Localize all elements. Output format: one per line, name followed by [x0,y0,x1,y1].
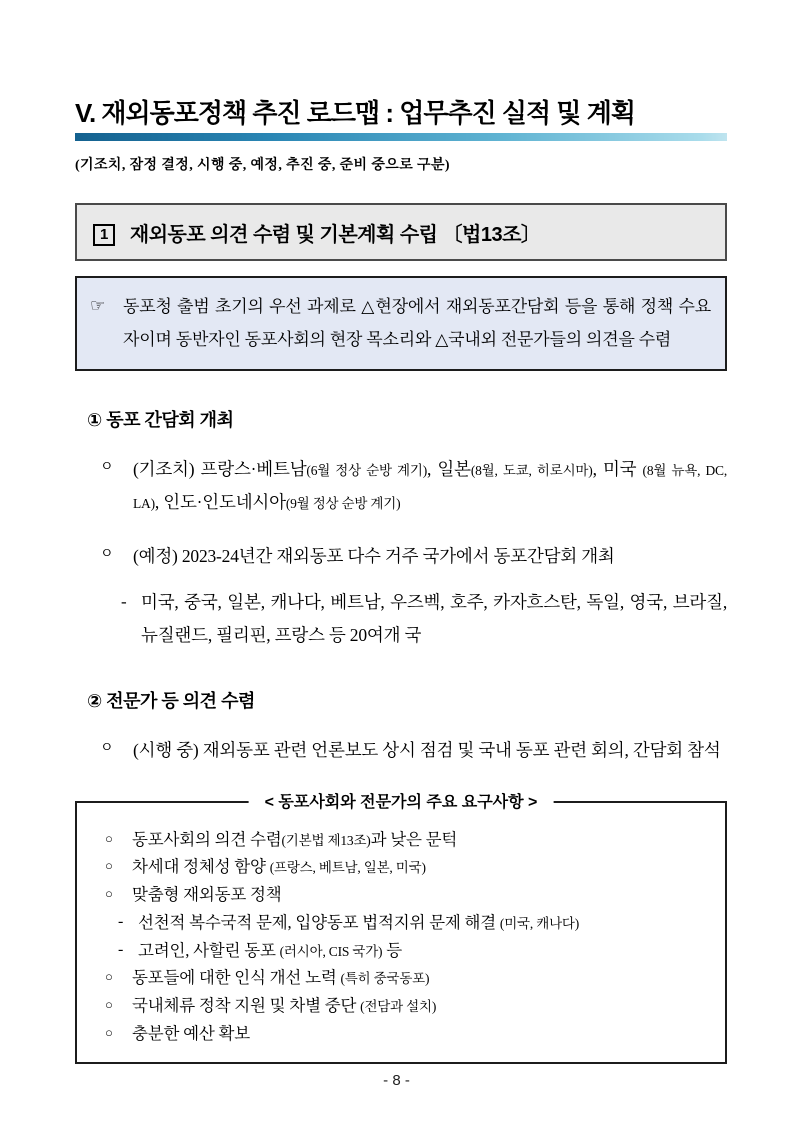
bullet-marker: ㅇ [100,460,114,476]
dash-marker: - [118,940,124,958]
text-run-small: (프랑스, 베트남, 일본, 미국) [269,860,426,876]
text-run-small: (전담과 설치) [360,998,437,1014]
circle-bullet-marker: ○ [105,886,113,902]
text-run: 동포사회의 의견 수렴 [132,829,282,849]
requirements-box-legend: < 동포사회와 전문가의 주요 요구사항 > [249,789,554,812]
pointing-hand-icon: ☞ [90,296,106,316]
page-subtitle: (기조치, 잠정 결정, 시행 중, 예정, 추진 중, 준비 중으로 구분) [75,158,450,173]
text-run: 동포들에 대한 인식 개선 노력 [132,968,341,988]
text-run: 선천적 복수국적 문제, 입양동포 법적지위 문제 해결 [138,912,500,932]
title-underline-bar [75,133,727,141]
requirement-item [105,964,709,992]
text-run: 미국, 중국, 일본, 캐나다, 베트남, 우즈벡, 호주, 카자흐스탄, 독일, 영국, 브라질, 뉴질랜드, 필리핀, 프랑스 등 20여개 국 [141,591,727,645]
text-run: 맞춤형 재외동포 정책 [132,885,282,905]
list-item-in-progress [100,734,727,767]
list-item-planned [100,540,727,573]
circle-bullet-marker: ○ [105,996,113,1012]
text-run: (시행 중) 재외동포 관련 언론보도 상시 점검 및 국내 동포 관련 회의, 간담회 참석 [133,739,721,760]
text-run: 차세대 정체성 함양 [132,857,270,877]
section-heading-label: 재외동포 의견 수렴 및 기본계획 수립 〔법13조〕 [129,224,541,246]
text-run: 국내체류 정착 지원 및 차별 중단 [132,995,361,1015]
list-item-country-list [121,586,727,652]
text-run: 충분한 예산 확보 [132,1023,251,1043]
text-run: (예정) 2023-24년간 재외동포 다수 거주 국가에서 동포간담회 개최 [133,546,615,567]
text-run-small: (8월 뉴욕, DC, LA) [133,463,727,512]
bullet-marker: ㅇ [100,547,114,563]
subsection-1-heading: ① 동포 간담회 개최 [87,410,234,431]
list-item-initial-actions [100,453,727,519]
callout-box [75,276,727,371]
section-number-badge: 1 [93,224,115,246]
text-run: 고려인, 사할린 동포 [138,940,280,960]
bullet-marker: ㅇ [100,740,114,756]
page-number: - 8 - [383,1072,410,1089]
subsection-2-heading: ② 전문가 등 의견 수렴 [87,690,255,711]
text-run-small: (기본법 제13조) [281,832,371,848]
requirement-subitem [118,937,709,965]
text-run: 과 낮은 문턱 [370,829,458,849]
text-run-small: (8월, 도쿄, 히로시마) [470,463,593,479]
page-title: V. 재외동포정책 추진 로드맵 : 업무추진 실적 및 계획 [75,98,635,128]
circle-bullet-marker: ○ [105,1024,113,1040]
requirement-item [105,1020,709,1048]
circle-bullet-marker: ○ [105,969,113,985]
text-run: , 일본 [427,459,471,480]
requirement-item [105,826,709,854]
requirement-item [105,992,709,1020]
text-run-small: (미국, 캐나다) [499,915,580,931]
text-run-small: (특히 중국동포) [340,971,430,987]
text-run: , 미국 [592,459,643,480]
requirements-box [75,793,727,1065]
circle-bullet-marker: ○ [105,830,113,846]
callout-text: 동포청 출범 초기의 우선 과제로 △현장에서 재외동포간담회 등을 통해 정책 수요자이며 동반자인 동포사회의 현장 목소리와 △국내외 전문가들의 의견을 수렴 [123,297,711,350]
requirement-subitem [118,909,709,937]
text-run: 등 [382,940,403,960]
requirement-item [105,853,709,881]
text-run: , 인도·인도네시아 [154,492,286,513]
text-run-small: (6월 정상 순방 계기) [306,463,428,479]
dash-marker: - [121,591,127,611]
circle-bullet-marker: ○ [105,858,113,874]
text-run: (기조치) 프랑스·베트남 [133,459,307,480]
requirement-item [105,881,709,909]
text-run-small: (9월 정상 순방 계기) [285,496,401,512]
dash-marker: - [118,912,124,930]
text-run-small: (러시아, CIS 국가) [279,943,383,959]
section-heading-box [75,203,727,261]
